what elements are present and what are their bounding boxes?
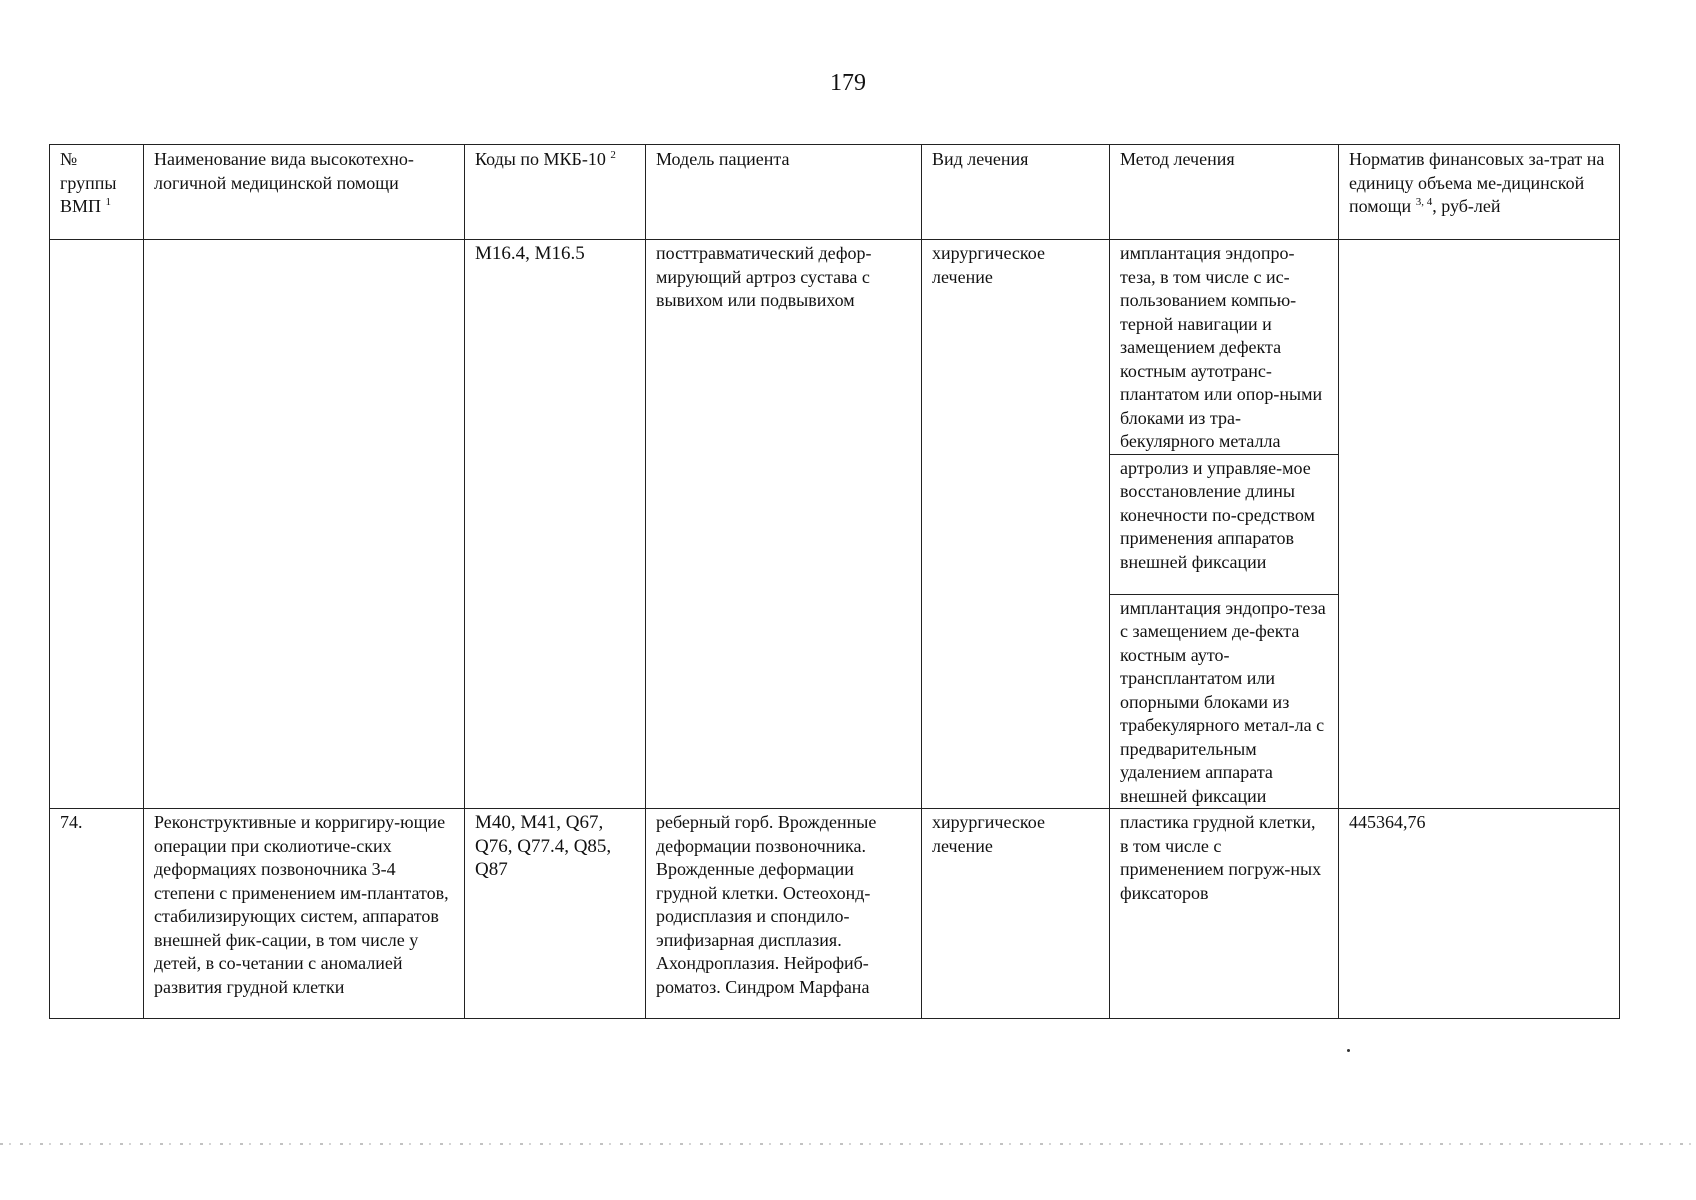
row1-norm <box>1339 240 1620 809</box>
row2-group-no: 74. <box>50 809 144 1019</box>
scan-noise <box>0 1143 1696 1145</box>
row1-method-2: артролиз и управляе-мое восстановление длины конечности по-средством применения аппаратов внешней фиксации <box>1110 454 1339 594</box>
row2-treatment: хирургическое лечение <box>922 809 1110 1019</box>
row2-name: Реконструктивные и корригиру-ющие операции при сколиотиче-ских деформациях позвоночника 3-4 степени с применением им-плантатов, стабилизирующих систем, аппаратов внешней фик-сации, в том числе у детей, в со-четании с аномалией развития грудной клетки <box>144 809 465 1019</box>
header-model: Модель пациента <box>646 145 922 240</box>
table-row <box>50 809 1620 1019</box>
row1-treatment: хирургическое лечение <box>922 240 1110 809</box>
header-norm: Норматив финансовых за-трат на единицу объема ме-дицинской помощи $^{3, 4}$, руб-лей <box>1339 145 1620 240</box>
row2-method: пластика грудной клетки, в том числе с применением погруж-ных фиксаторов <box>1110 809 1339 1019</box>
row2-model: реберный горб. Врожденные деформации позвоночника. Врожденные деформации грудной клетки. Остеохонд-родисплазия и спондило-эпифизарная дисплазия. Ахондроплазия. Нейрофиб-роматоз. Синдром Марфана <box>646 809 922 1019</box>
header-treatment: Вид лечения <box>922 145 1110 240</box>
row1-model: посттравматический дефор-мирующий артроз сустава с вывихом или подвывихом <box>646 240 922 809</box>
vmp-table <box>49 144 1620 1019</box>
row2-norm: 445364,76 <box>1339 809 1620 1019</box>
table-row <box>50 240 1620 455</box>
row2-codes: M40, M41, Q67, Q76, Q77.4, Q85, Q87 <box>465 809 646 1019</box>
header-group-no: № группы ВМП $^1$ <box>50 145 144 240</box>
row1-method-1: имплантация эндопро-теза, в том числе с ис-пользованием компью-терной навигации и замещением дефекта костным аутотранс-плантатом или опор-ными блоками из тра-бекулярного металла <box>1110 240 1339 455</box>
header-codes: Коды по МКБ-10 $^2$ <box>465 145 646 240</box>
row1-codes: M16.4, M16.5 <box>465 240 646 809</box>
table-header-row <box>50 145 1620 240</box>
row1-method-3: имплантация эндопро-теза с замещением де-фекта костным ауто-трансплантатом или опорными блоками из трабекулярного метал-ла с предварительным удалением аппарата внешней фиксации <box>1110 594 1339 809</box>
scan-speck <box>1347 1049 1350 1052</box>
page-number: 179 <box>830 70 866 96</box>
header-method: Метод лечения <box>1110 145 1339 240</box>
row1-group-no <box>50 240 144 809</box>
header-name: Наименование вида высокотехно-логичной медицинской помощи <box>144 145 465 240</box>
row1-name <box>144 240 465 809</box>
